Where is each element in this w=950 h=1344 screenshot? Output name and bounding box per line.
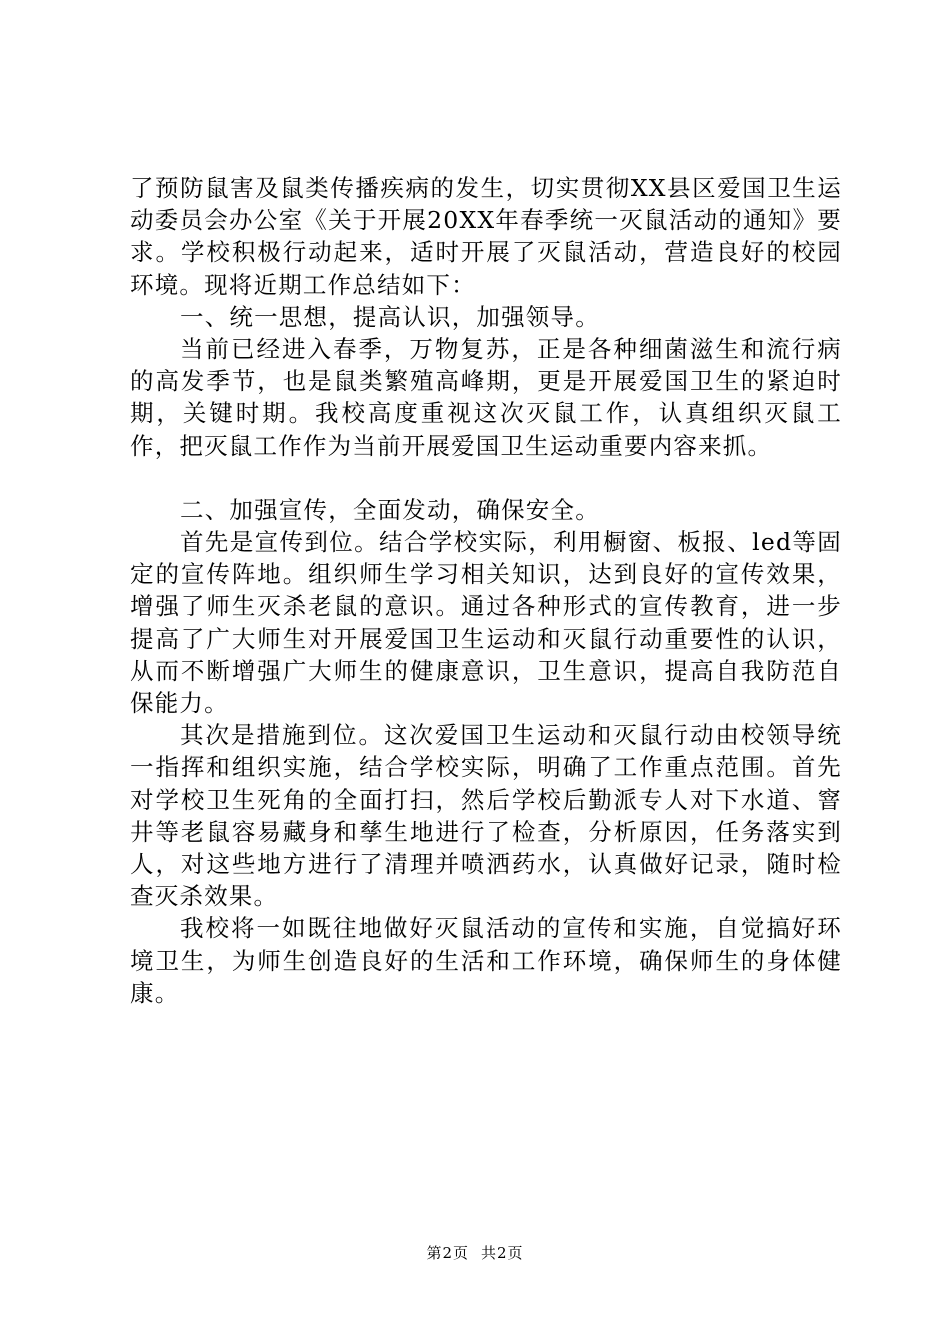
document-body — [130, 172, 842, 1009]
page-footer — [0, 1243, 950, 1263]
page-total: 共2页 — [481, 1244, 524, 1262]
page-number: 第2页 — [426, 1244, 469, 1262]
paragraph-conclusion: 我校将一如既往地做好灭鼠活动的宣传和实施，自觉搞好环境卫生，为师生创造良好的生活和工作环境，确保师生的身体健康。 — [130, 914, 842, 1007]
section-heading-1: 一、统一思想，提高认识，加强领导。 — [180, 302, 600, 331]
paragraph-spring: 当前已经进入春季，万物复苏，正是各种细菌滋生和流行病的高发季节，也是鼠类繁殖高峰期，更是开展爱国卫生的紧迫时期，关键时期。我校高度重视这次灭鼠工作，认真组织灭鼠工作，把灭鼠工作作为当前开展爱国卫生运动重要内容来抓。 — [130, 335, 842, 460]
paragraph-measures: 其次是措施到位。这次爱国卫生运动和灭鼠行动由校领导统一指挥和组织实施，结合学校实际，明确了工作重点范围。首先对学校卫生死角的全面打扫，然后学校后勤派专人对下水道、窨井等老鼠容易藏身和孳生地进行了检查，分析原因，任务落实到人，对这些地方进行了清理并喷洒药水，认真做好记录，随时检查灭杀效果。 — [130, 721, 842, 911]
paragraph-intro: 了预防鼠害及鼠类传播疾病的发生，切实贯彻XX县区爱国卫生运动委员会办公室《关于开展20XX年春季统一灭鼠活动的通知》要求。学校积极行动起来，适时开展了灭鼠活动，营造良好的校园环境。现将近期工作总结如下： — [130, 174, 842, 299]
section-heading-2: 二、加强宣传，全面发动，确保安全。 — [180, 495, 600, 524]
paragraph-publicity: 首先是宣传到位。结合学校实际，利用橱窗、板报、led等固定的宣传阵地。组织师生学习相关知识，达到良好的宣传效果，增强了师生灭杀老鼠的意识。通过各种形式的宣传教育，进一步提高了广大师生对开展爱国卫生运动和灭鼠行动重要性的认识，从而不断增强广大师生的健康意识，卫生意识，提高自我防范自保能力。 — [130, 528, 842, 718]
